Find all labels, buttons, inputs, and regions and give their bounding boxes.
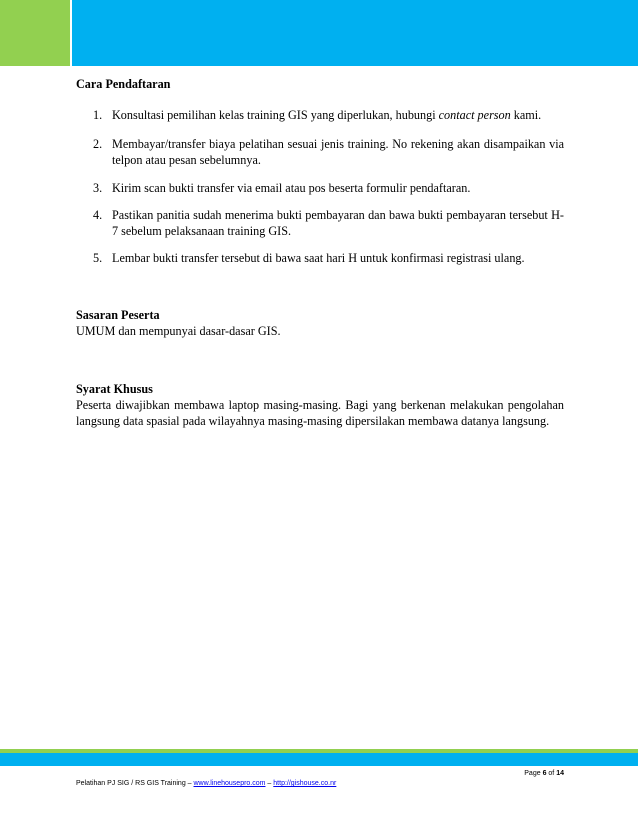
list-number: 4. bbox=[93, 208, 103, 222]
list-item bbox=[76, 250, 564, 266]
list-text: kami. bbox=[510, 108, 542, 122]
list-text-italic: contact person bbox=[438, 108, 511, 122]
list-item bbox=[76, 107, 564, 123]
footer-link-linehousepro[interactable]: www.linehousepro.com bbox=[193, 780, 266, 787]
section-body-sasaran-peserta: UMUM dan mempunyai dasar-dasar GIS. bbox=[76, 324, 281, 338]
page-number bbox=[524, 770, 564, 777]
list-text: Pastikan panitia sudah menerima bukti pembayaran dan bawa bukti pembayaran tersebut H-7 sebelum pelaksanaan training GIS. bbox=[112, 208, 564, 238]
list-text: Membayar/transfer biaya pelatihan sesuai jenis training. No rekening akan disampaikan via telpon atau pesan sebelumnya. bbox=[112, 137, 564, 167]
list-number: 1. bbox=[93, 108, 103, 122]
page-prefix: Page bbox=[524, 770, 543, 777]
footer-blue-band bbox=[0, 753, 638, 766]
section-title-syarat-khusus: Syarat Khusus bbox=[76, 382, 153, 396]
list-item bbox=[76, 207, 564, 239]
list-text: Kirim scan bukti transfer via email atau pos beserta formulir pendaftaran. bbox=[112, 181, 471, 195]
footer-separator: – bbox=[265, 780, 274, 787]
section-body-syarat-khusus: Peserta diwajibkan membawa laptop masing-masing. Bagi yang berkenan melakukan pengolahan langsung data spasial pada wilayahnya masing-masing dipersilakan membawa datanya langsung. bbox=[76, 398, 564, 428]
page-of: of bbox=[546, 770, 557, 777]
list-number: 2. bbox=[93, 137, 103, 151]
list-text: Lembar bukti transfer tersebut di bawa saat hari H untuk konfirmasi registrasi ulang. bbox=[112, 251, 525, 265]
registration-steps-list bbox=[76, 107, 564, 266]
footer-text bbox=[76, 780, 336, 787]
list-item bbox=[76, 180, 564, 196]
list-item bbox=[76, 136, 564, 168]
header-blue-band bbox=[72, 0, 638, 66]
page-current: 6 bbox=[542, 770, 547, 777]
footer-prefix: Pelatihan PJ SIG / RS GIS Training – bbox=[76, 780, 194, 787]
list-number: 3. bbox=[93, 181, 103, 195]
header-green-band bbox=[0, 0, 70, 66]
page-total: 14 bbox=[556, 770, 564, 777]
page-content bbox=[76, 76, 564, 429]
list-text: Konsultasi pemilihan kelas training GIS yang diperlukan, hubungi bbox=[112, 108, 439, 122]
section-title-cara-pendaftaran: Cara Pendaftaran bbox=[76, 77, 171, 91]
footer-link-gishouse[interactable]: http://gishouse.co.nr bbox=[273, 780, 337, 787]
list-number: 5. bbox=[93, 251, 103, 265]
section-title-sasaran-peserta: Sasaran Peserta bbox=[76, 308, 160, 322]
